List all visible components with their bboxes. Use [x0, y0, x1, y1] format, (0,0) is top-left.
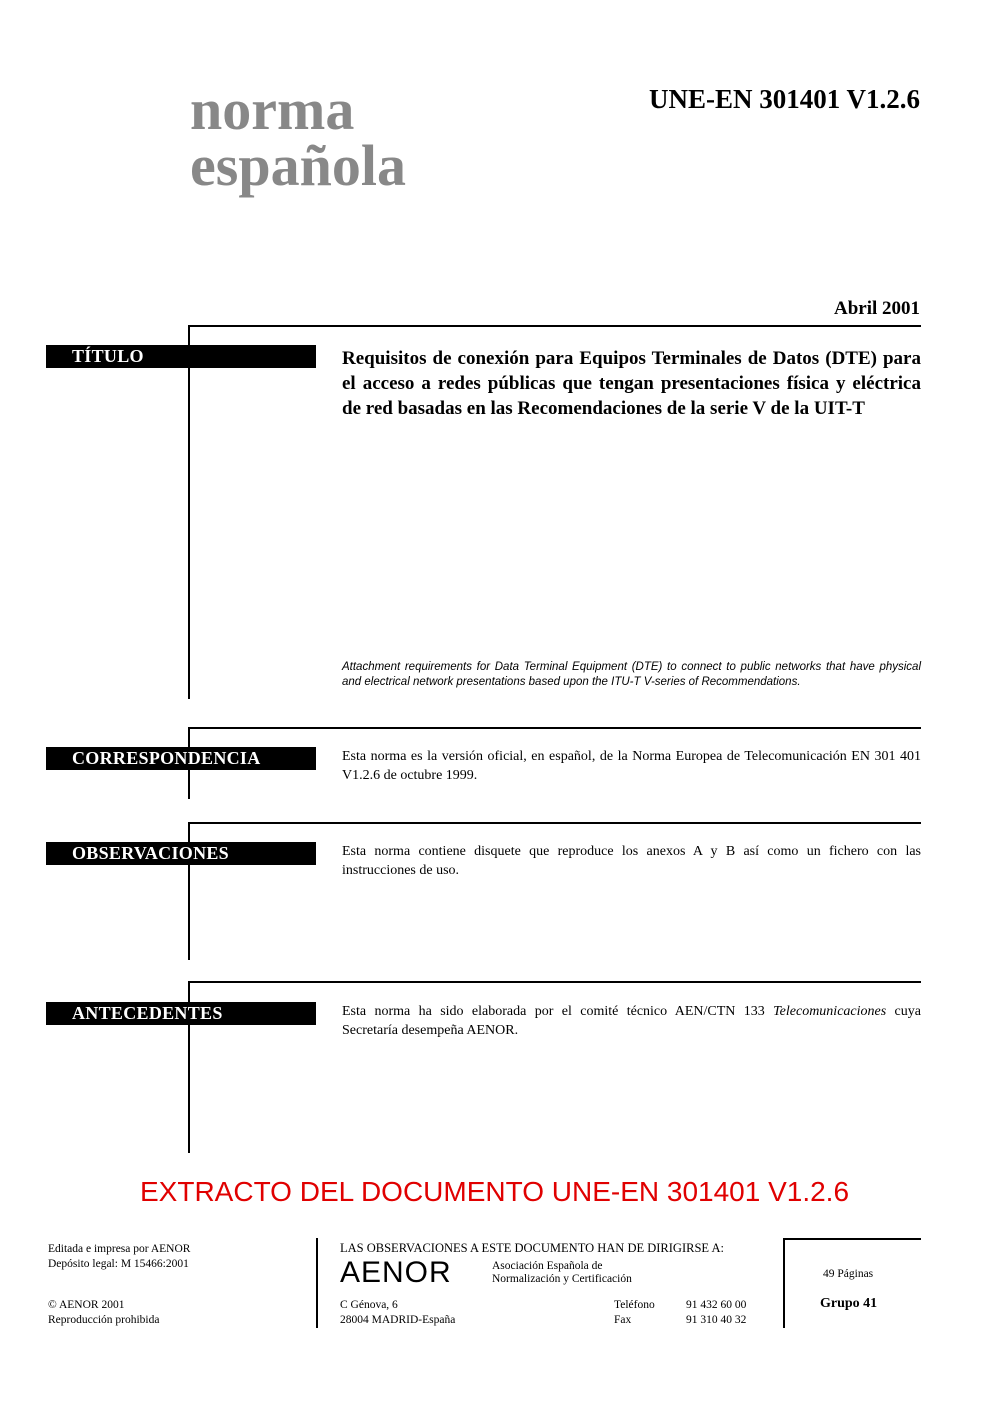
label-titulo: TÍTULO — [46, 345, 316, 368]
title-spanish: Requisitos de conexión para Equipos Terminales de Datos (DTE) para el acceso a redes públicas que tengan presentaciones física y eléctrica de red basadas en las Recomendaciones de la serie V de la UIT-T — [342, 348, 921, 419]
footer-divider-right — [783, 1238, 785, 1328]
section-rule-titulo — [188, 325, 921, 327]
phone-number: 91 432 60 00 — [686, 1299, 747, 1311]
footer-edition — [48, 1242, 190, 1272]
label-correspondencia: CORRESPONDENCIA — [46, 747, 316, 770]
group-number: Grupo 41 — [820, 1296, 878, 1311]
title-english: Attachment requirements for Data Terminal Equipment (DTE) to connect to public networks that have physical and electrical network presentations based upon the ITU-T V-series of Recommendations. — [342, 661, 921, 688]
reproduction-notice: Reproducción prohibida — [48, 1314, 160, 1326]
label-antecedentes: ANTECEDENTES — [46, 1002, 316, 1025]
copyright: © AENOR 2001 — [48, 1299, 125, 1311]
observaciones-text: Esta norma contiene disquete que reproduce los anexos A y B así como un fichero con las instrucciones de uso. — [342, 844, 921, 878]
antecedentes-text — [342, 1002, 921, 1040]
aenor-full-name — [492, 1260, 632, 1286]
standard-code: UNE-EN 301401 V1.2.6 — [648, 84, 920, 114]
section-rule-correspondencia — [188, 727, 921, 729]
brand-line-1: norma — [190, 77, 355, 142]
address-line-1: C Génova, 6 — [340, 1299, 398, 1311]
section-rule-observaciones — [188, 822, 921, 824]
page-count: 49 Páginas — [823, 1268, 874, 1280]
aenor-logo: AENOR — [340, 1256, 452, 1289]
section-rule-antecedentes — [188, 981, 921, 983]
correspondencia-text: Esta norma es la versión oficial, en español, de la Norma Europea de Telecomunicación EN 301 401 V1.2.6 de octubre 1999. — [342, 749, 921, 783]
footer-box-top — [783, 1238, 921, 1240]
label-observaciones: OBSERVACIONES — [46, 842, 316, 865]
footer-copyright — [48, 1298, 159, 1328]
antecedentes-text-b: cuya Secretaría desempeña AENOR. — [342, 1004, 921, 1038]
phone-label: Teléfono — [614, 1299, 655, 1311]
brand-line-2: española — [190, 133, 406, 198]
extract-notice: EXTRACTO DEL DOCUMENTO UNE-EN 301401 V1.2.6 — [140, 1176, 850, 1207]
antecedentes-text-a: Esta norma ha sido elaborada por el comité técnico AEN/CTN 133 — [342, 1004, 774, 1019]
section-vrule-titulo — [188, 325, 190, 699]
fax-label: Fax — [614, 1314, 632, 1326]
antecedentes-committee-name: Telecomunicaciones — [773, 1004, 887, 1019]
aenor-name-line-1: Asociación Española de — [492, 1260, 603, 1272]
aenor-name-line-2: Normalización y Certificación — [492, 1273, 632, 1285]
address-line-2: 28004 MADRID-España — [340, 1314, 456, 1326]
edited-by: Editada e impresa por AENOR — [48, 1243, 191, 1255]
fax-number: 91 310 40 32 — [686, 1314, 747, 1326]
publication-date: Abril 2001 — [833, 298, 920, 319]
address — [340, 1298, 455, 1328]
legal-deposit: Depósito legal: M 15466:2001 — [48, 1258, 189, 1270]
brand-title — [190, 77, 406, 198]
footer-divider-left — [316, 1238, 318, 1328]
contact-numbers — [686, 1298, 746, 1328]
observations-header: LAS OBSERVACIONES A ESTE DOCUMENTO HAN DE DIRIGIRSE A: — [340, 1241, 724, 1255]
contact-labels — [614, 1298, 655, 1328]
